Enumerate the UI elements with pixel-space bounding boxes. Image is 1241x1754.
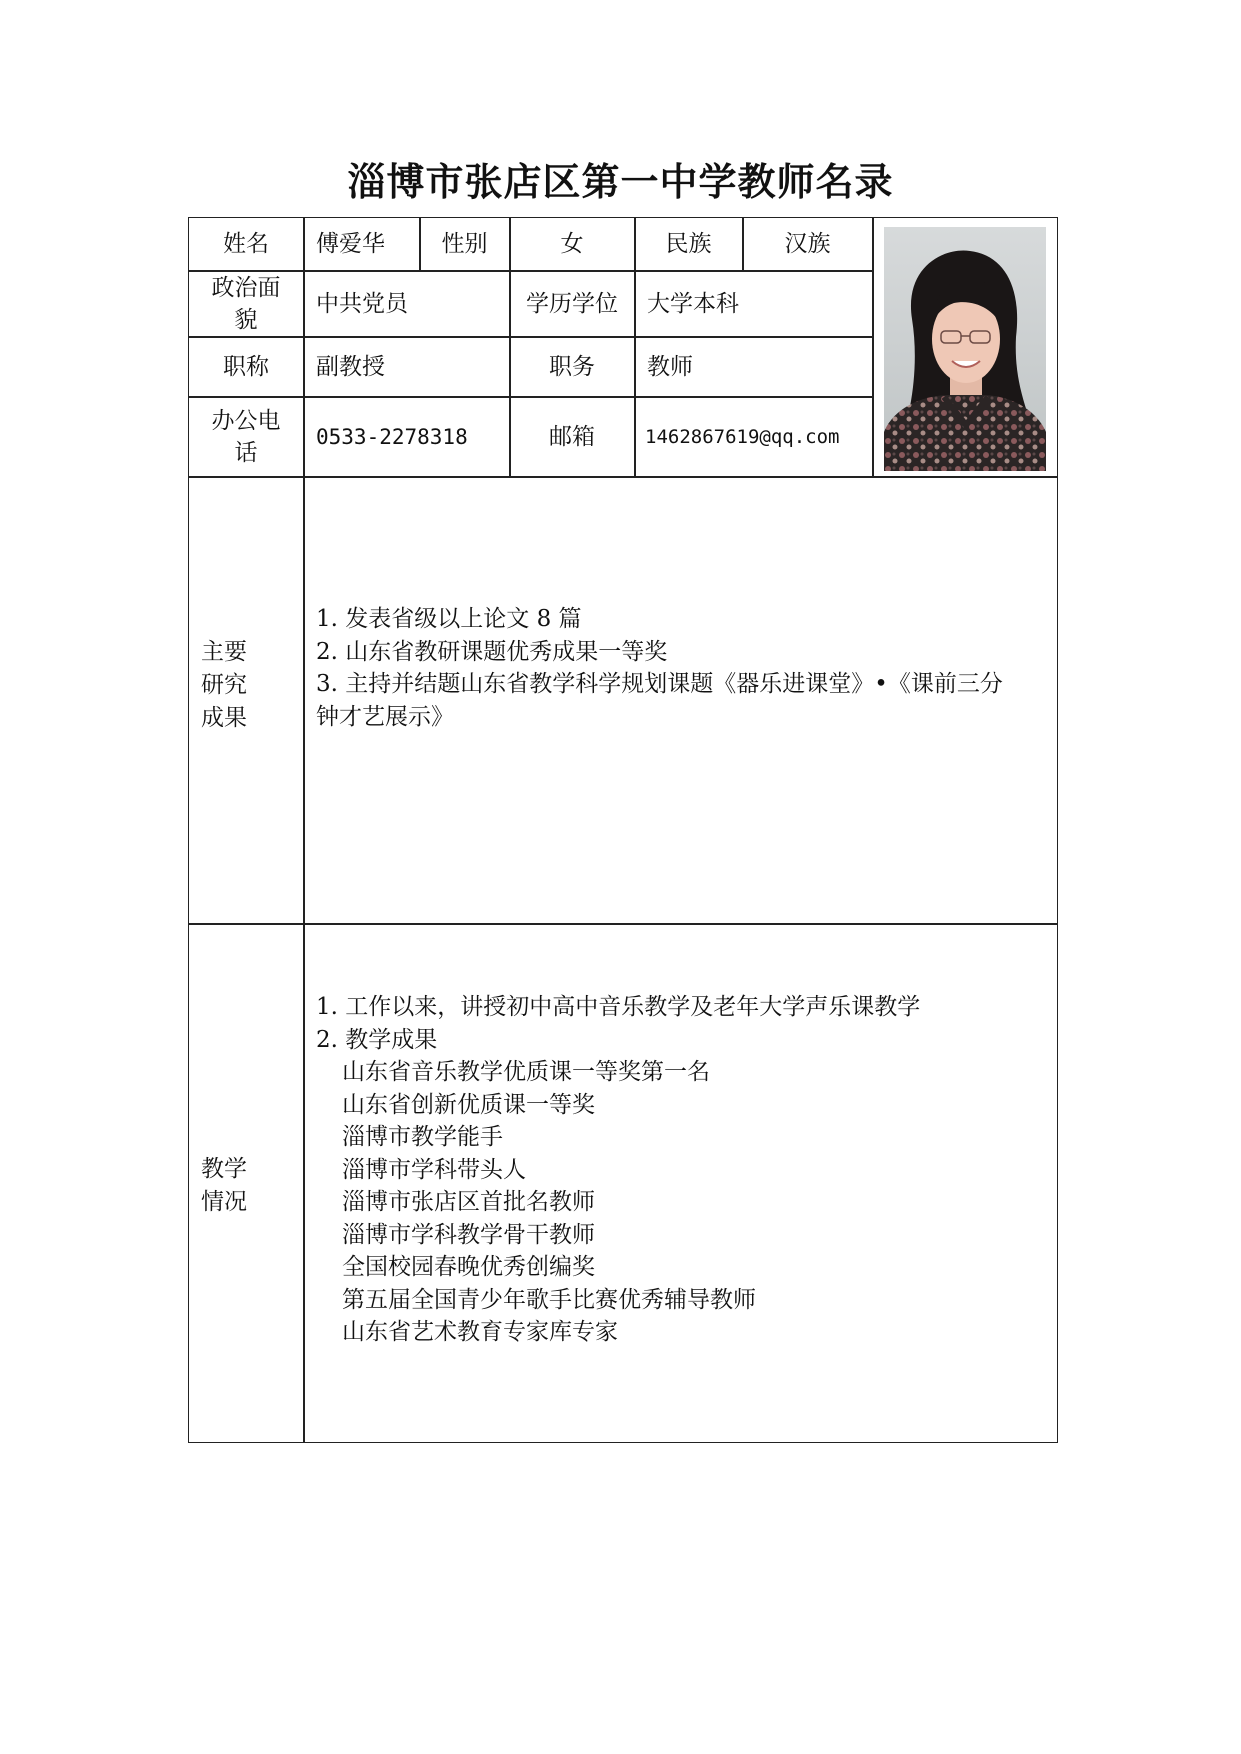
achievement-item: 山东省音乐教学优质课一等奖第一名 bbox=[342, 1059, 710, 1085]
teaching-label-line: 情况 bbox=[201, 1189, 247, 1215]
row-divider bbox=[189, 923, 1057, 925]
research-item: 3. 主持并结题山东省教学科学规划课题《器乐进课堂》•《课前三分 bbox=[316, 671, 1003, 697]
professional-title-label: 职称 bbox=[223, 353, 269, 380]
research-label-line: 研究 bbox=[201, 672, 247, 698]
education-label: 学历学位 bbox=[526, 290, 618, 317]
political-value: 中共党员 bbox=[316, 290, 408, 317]
achievement-item: 第五届全国青少年歌手比赛优秀辅导教师 bbox=[342, 1286, 756, 1313]
gender-label: 性别 bbox=[441, 231, 488, 257]
gender-value: 女 bbox=[560, 231, 584, 257]
duty-value: 教师 bbox=[647, 353, 693, 380]
achievement-item: 全国校园春晚优秀创编奖 bbox=[342, 1254, 595, 1280]
achievement-item: 淄博市学科带头人 bbox=[342, 1156, 526, 1183]
teacher-info-form bbox=[188, 217, 1058, 1443]
political-label-line: 貌 bbox=[234, 306, 258, 333]
research-item: 1. 发表省级以上论文 8 篇 bbox=[316, 606, 582, 632]
office-phone-label-line: 话 bbox=[234, 439, 258, 466]
teaching-item: 2. 教学成果 bbox=[316, 1026, 438, 1053]
office-phone-label-line: 办公电 bbox=[211, 407, 281, 434]
name-value: 傅爱华 bbox=[316, 231, 385, 257]
research-label bbox=[201, 636, 261, 735]
name-label: 姓名 bbox=[223, 231, 269, 257]
research-label-line: 成果 bbox=[201, 705, 247, 731]
page-title: 淄博市张店区第一中学教师名录 bbox=[347, 160, 894, 204]
achievement-item: 山东省艺术教育专家库专家 bbox=[342, 1319, 618, 1345]
achievement-item: 山东省创新优质课一等奖 bbox=[342, 1091, 595, 1118]
ethnic-label: 民族 bbox=[665, 231, 712, 257]
professional-title-value: 副教授 bbox=[316, 353, 385, 380]
achievement-list bbox=[316, 1056, 920, 1349]
research-item: 2. 山东省教研课题优秀成果一等奖 bbox=[316, 638, 668, 665]
achievement-item: 淄博市学科教学骨干教师 bbox=[342, 1221, 595, 1248]
office-phone-label bbox=[189, 397, 303, 476]
political-label bbox=[189, 271, 303, 336]
column-divider bbox=[872, 218, 874, 476]
ethnic-value: 汉族 bbox=[784, 231, 831, 257]
portrait-image bbox=[884, 227, 1046, 471]
teaching-label bbox=[201, 1153, 261, 1219]
political-label-line: 政治面 bbox=[211, 274, 281, 301]
email-value: 1462867619@qq.com bbox=[645, 425, 840, 448]
teaching-label-line: 教学 bbox=[201, 1156, 247, 1182]
achievement-item: 淄博市教学能手 bbox=[342, 1124, 503, 1150]
research-item: 钟才艺展示》 bbox=[316, 703, 454, 730]
education-value: 大学本科 bbox=[647, 290, 739, 317]
row-divider bbox=[189, 476, 1057, 478]
office-phone-value: 0533-2278318 bbox=[316, 424, 468, 449]
email-label: 邮箱 bbox=[549, 423, 595, 450]
teaching-item: 1. 工作以来，讲授初中高中音乐教学及老年大学声乐课教学 bbox=[316, 994, 921, 1020]
teacher-photo bbox=[884, 227, 1046, 471]
teaching-content bbox=[316, 991, 920, 1349]
research-content bbox=[316, 603, 1003, 733]
duty-label: 职务 bbox=[549, 353, 595, 380]
achievement-item: 淄博市张店区首批名教师 bbox=[342, 1189, 595, 1215]
research-label-line: 主要 bbox=[201, 639, 247, 665]
